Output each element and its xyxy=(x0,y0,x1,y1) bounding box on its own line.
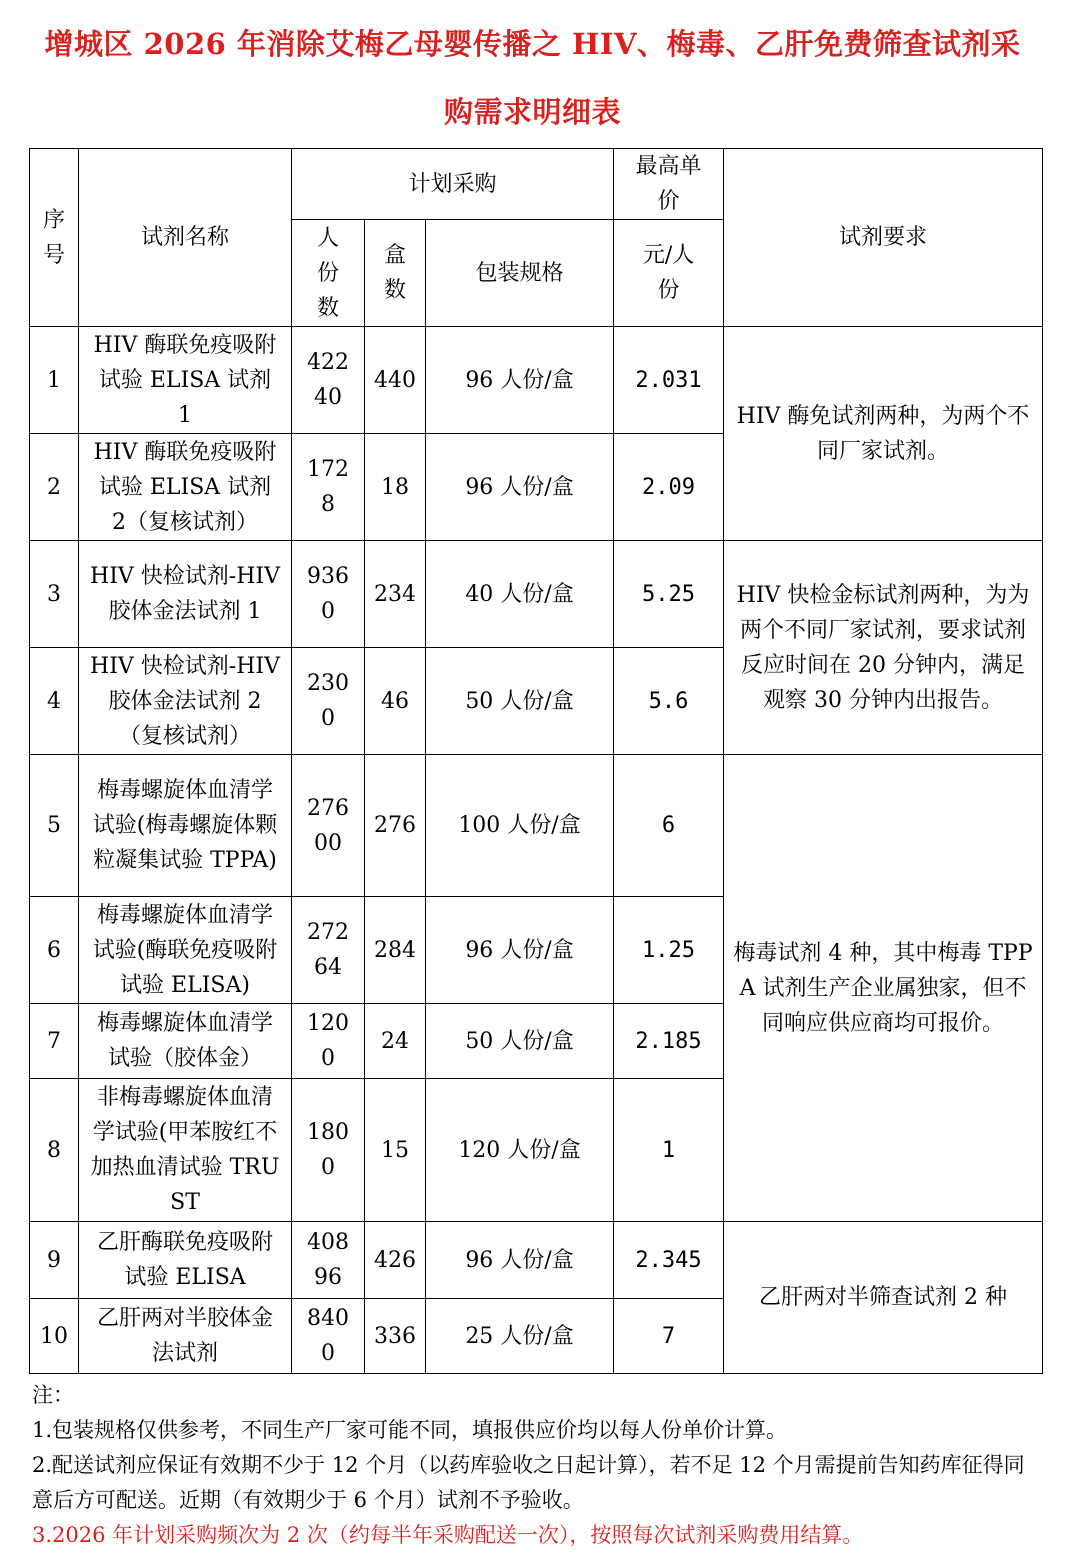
header-plan: 计划采购 xyxy=(292,149,614,220)
cell-boxes: 336 xyxy=(365,1299,426,1374)
header-pack: 包装规格 xyxy=(426,220,614,327)
notes-section xyxy=(32,1378,1037,1553)
cell-price: 5.6 xyxy=(614,648,724,755)
cell-persons: 27600 xyxy=(292,755,365,897)
cell-seq: 4 xyxy=(30,648,79,755)
cell-persons: 8400 xyxy=(292,1299,365,1374)
notes-label: 注： xyxy=(32,1383,74,1407)
requirement-syphilis: 梅毒试剂 4 种，其中梅毒 TPPA 试剂生产企业属独家，但不同响应供应商均可报价。 xyxy=(724,755,1043,1222)
cell-price: 2.185 xyxy=(614,1004,724,1079)
cell-name: HIV 快检试剂-HIV 胶体金法试剂 1 xyxy=(79,541,292,648)
header-boxes: 盒数 xyxy=(365,220,426,327)
page-title: 增城区 2026 年消除艾梅乙母婴传播之 HIV、梅毒、乙肝免费筛查试剂采 xyxy=(44,27,1021,61)
cell-persons: 1800 xyxy=(292,1079,365,1222)
header-persons: 人份数 xyxy=(292,220,365,327)
requirement-hbv: 乙肝两对半筛查试剂 2 种 xyxy=(724,1222,1043,1374)
header-max-price: 最高单价 xyxy=(614,149,724,220)
header-name: 试剂名称 xyxy=(79,149,292,327)
cell-boxes: 24 xyxy=(365,1004,426,1079)
cell-boxes: 15 xyxy=(365,1079,426,1222)
cell-pack: 50 人份/盒 xyxy=(426,1004,614,1079)
cell-seq: 9 xyxy=(30,1222,79,1299)
cell-boxes: 234 xyxy=(365,541,426,648)
cell-pack: 96 人份/盒 xyxy=(426,1222,614,1299)
cell-pack: 96 人份/盒 xyxy=(426,327,614,434)
procurement-table xyxy=(29,148,1043,1374)
cell-price: 6 xyxy=(614,755,724,897)
cell-name: 非梅毒螺旋体血清学试验(甲苯胺红不加热血清试验 TRUST xyxy=(79,1079,292,1222)
note-3: 3.2026 年计划采购频次为 2 次（约每半年采购配送一次），按照每次试剂采购费用结算。 xyxy=(32,1523,864,1547)
table-row xyxy=(30,755,1043,897)
cell-price: 2.345 xyxy=(614,1222,724,1299)
cell-pack: 40 人份/盒 xyxy=(426,541,614,648)
cell-seq: 1 xyxy=(30,327,79,434)
cell-price: 2.09 xyxy=(614,434,724,541)
cell-seq: 6 xyxy=(30,897,79,1004)
cell-name: HIV 酶联免疫吸附试验 ELISA 试剂 1 xyxy=(79,327,292,434)
cell-boxes: 276 xyxy=(365,755,426,897)
cell-pack: 120 人份/盒 xyxy=(426,1079,614,1222)
note-2: 2.配送试剂应保证有效期不少于 12 个月（以药库验收之日起计算），若不足 12 个月需提前告知药库征得同意后方可配送。近期（有效期少于 6 个月）试剂不予验收。 xyxy=(32,1453,1025,1512)
note-1: 1.包装规格仅供参考，不同生产厂家可能不同，填报供应价均以每人份单价计算。 xyxy=(32,1418,788,1442)
cell-persons: 42240 xyxy=(292,327,365,434)
cell-seq: 10 xyxy=(30,1299,79,1374)
cell-price: 5.25 xyxy=(614,541,724,648)
header-seq: 序号 xyxy=(30,149,79,327)
cell-name: 梅毒螺旋体血清学试验(酶联免疫吸附试验 ELISA) xyxy=(79,897,292,1004)
cell-name: 乙肝两对半胶体金法试剂 xyxy=(79,1299,292,1374)
cell-name: 乙肝酶联免疫吸附试验 ELISA xyxy=(79,1222,292,1299)
cell-pack: 100 人份/盒 xyxy=(426,755,614,897)
cell-seq: 3 xyxy=(30,541,79,648)
cell-seq: 8 xyxy=(30,1079,79,1222)
cell-name: HIV 酶联免疫吸附试验 ELISA 试剂 2（复核试剂） xyxy=(79,434,292,541)
cell-pack: 25 人份/盒 xyxy=(426,1299,614,1374)
cell-price: 2.031 xyxy=(614,327,724,434)
cell-persons: 2300 xyxy=(292,648,365,755)
cell-boxes: 426 xyxy=(365,1222,426,1299)
cell-boxes: 440 xyxy=(365,327,426,434)
cell-seq: 2 xyxy=(30,434,79,541)
cell-price: 7 xyxy=(614,1299,724,1374)
cell-boxes: 18 xyxy=(365,434,426,541)
cell-name: 梅毒螺旋体血清学试验(梅毒螺旋体颗粒凝集试验 TPPA) xyxy=(79,755,292,897)
cell-persons: 9360 xyxy=(292,541,365,648)
header-requirement: 试剂要求 xyxy=(724,149,1043,327)
cell-price: 1 xyxy=(614,1079,724,1222)
table-row xyxy=(30,327,1043,434)
cell-persons: 27264 xyxy=(292,897,365,1004)
requirement-hiv-elisa: HIV 酶免试剂两种，为两个不同厂家试剂。 xyxy=(724,327,1043,541)
header-unit: 元/人份 xyxy=(614,220,724,327)
cell-pack: 50 人份/盒 xyxy=(426,648,614,755)
cell-boxes: 284 xyxy=(365,897,426,1004)
cell-persons: 1728 xyxy=(292,434,365,541)
table-row xyxy=(30,1222,1043,1299)
cell-price: 1.25 xyxy=(614,897,724,1004)
cell-pack: 96 人份/盒 xyxy=(426,434,614,541)
cell-seq: 5 xyxy=(30,755,79,897)
cell-persons: 40896 xyxy=(292,1222,365,1299)
cell-pack: 96 人份/盒 xyxy=(426,897,614,1004)
cell-seq: 7 xyxy=(30,1004,79,1079)
requirement-hiv-rapid: HIV 快检金标试剂两种，为为两个不同厂家试剂，要求试剂反应时间在 20 分钟内，满足观察 30 分钟内出报告。 xyxy=(724,541,1043,755)
page-title-line2: 购需求明细表 xyxy=(443,95,621,129)
cell-name: 梅毒螺旋体血清学试验（胶体金） xyxy=(79,1004,292,1079)
cell-name: HIV 快检试剂-HIV 胶体金法试剂 2（复核试剂） xyxy=(79,648,292,755)
cell-boxes: 46 xyxy=(365,648,426,755)
cell-persons: 1200 xyxy=(292,1004,365,1079)
table-row xyxy=(30,541,1043,648)
